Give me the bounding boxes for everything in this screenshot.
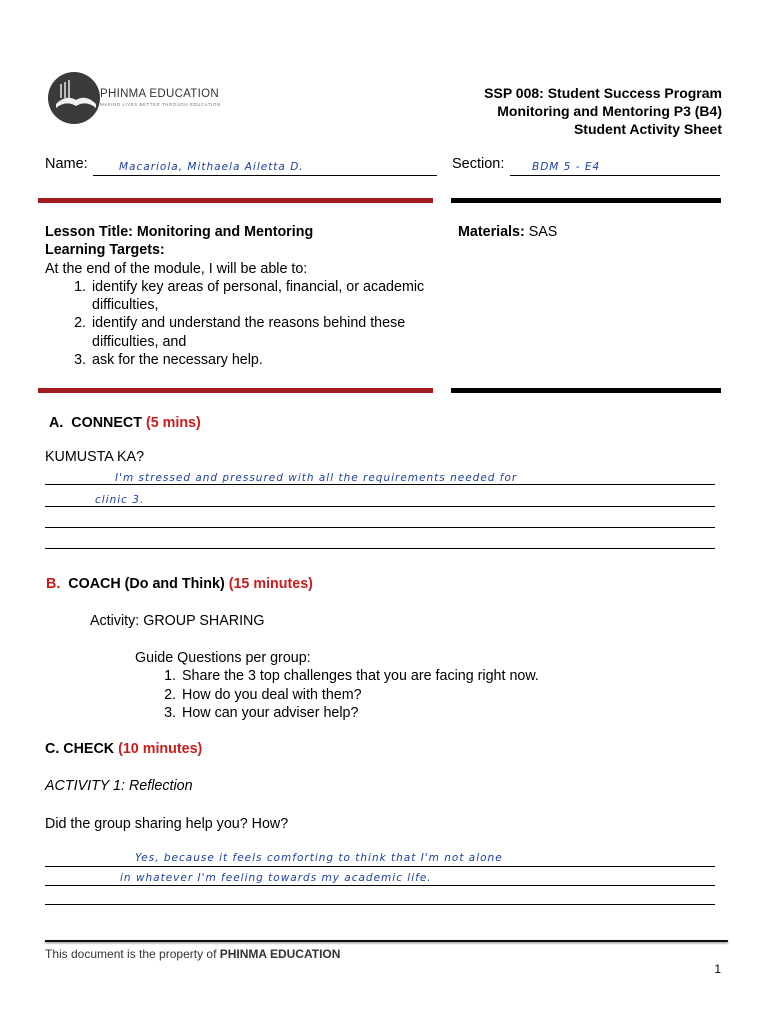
section-b-letter: B.: [46, 576, 61, 592]
activity-label: Activity: GROUP SHARING: [90, 613, 265, 629]
logo-emblem-icon: [46, 70, 106, 126]
list-item: 2. How do you deal with them?: [180, 686, 615, 704]
section-a-title: CONNECT: [71, 415, 142, 431]
learning-intro: At the end of the module, I will be able to:: [45, 260, 308, 277]
handwritten-answer-a-1: I'm stressed and pressured with all the requirements needed for: [115, 472, 518, 484]
section-c-time: (10 minutes): [118, 741, 203, 757]
logo-tagline: MAKING LIVES BETTER THROUGH EDUCATION: [100, 102, 221, 107]
sheet-title: Student Activity Sheet: [573, 121, 722, 137]
guide-questions-label: Guide Questions per group:: [135, 650, 311, 666]
lesson-block: [45, 223, 440, 369]
answer-line[interactable]: [45, 506, 715, 507]
logo-name: PHINMA EDUCATION: [100, 88, 219, 100]
course-title: SSP 008: Student Success Program: [484, 85, 722, 101]
list-item: 2. identify and understand the reasons behind these difficulties, and: [90, 314, 440, 351]
learning-targets-label: Learning Targets:: [45, 242, 165, 259]
materials: [458, 223, 557, 241]
list-item: 3. ask for the necessary help.: [90, 351, 440, 369]
name-label: Name:: [45, 156, 88, 172]
materials-label: Materials:: [458, 224, 525, 240]
footer-prefix: This document is the property of: [45, 947, 220, 961]
section-c-heading: [45, 740, 202, 758]
list-item: 3. How can your adviser help?: [180, 704, 615, 722]
section-field[interactable]: [510, 157, 720, 176]
learning-targets-list: [45, 278, 440, 369]
section-b-title: COACH (Do and Think): [68, 576, 225, 592]
answer-line[interactable]: [45, 866, 715, 867]
handwritten-answer-c-2: in whatever I'm feeling towards my academic life.: [120, 872, 432, 884]
section-a-time: (5 mins): [145, 415, 201, 431]
answer-line[interactable]: [45, 548, 715, 549]
page-number: 1: [714, 962, 721, 976]
section-b-heading: [46, 575, 313, 593]
answer-line[interactable]: [45, 484, 715, 485]
section-a-heading: [49, 414, 201, 432]
section-a-letter: A.: [49, 415, 64, 431]
section-c-title: C. CHECK: [45, 741, 115, 757]
materials-value: SAS: [528, 224, 558, 240]
reflection-prompt: Did the group sharing help you? How?: [45, 816, 289, 832]
list-item: 1. Share the 3 top challenges that you are facing right now.: [180, 667, 615, 685]
divider-black-top: [451, 198, 721, 203]
footer-rule: [45, 940, 728, 942]
kumusta-prompt: KUMUSTA KA?: [45, 449, 145, 465]
divider-red-top: [38, 198, 433, 203]
name-field[interactable]: [93, 157, 437, 176]
divider-red-bottom: [38, 388, 433, 393]
guide-questions-list: [135, 667, 615, 722]
reflection-activity: ACTIVITY 1: Reflection: [45, 778, 193, 794]
footer-note: [45, 947, 340, 961]
section-b-time: (15 minutes): [228, 576, 313, 592]
guide-block: [135, 649, 615, 722]
name-value: Macariola, Mithaela Ailetta D.: [119, 161, 304, 173]
answer-line[interactable]: [45, 904, 715, 905]
handwritten-answer-a-2: clinic 3.: [95, 494, 145, 506]
section-label: Section:: [452, 156, 505, 172]
section-value: BDM 5 - E4: [532, 161, 601, 173]
footer-owner: PHINMA EDUCATION: [219, 947, 341, 961]
module-title: Monitoring and Mentoring P3 (B4): [497, 103, 722, 119]
lesson-title: Lesson Title: Monitoring and Mentoring: [45, 224, 314, 240]
list-item: 1. identify key areas of personal, financial, or academic difficulties,: [90, 278, 440, 315]
answer-line[interactable]: [45, 527, 715, 528]
handwritten-answer-c-1: Yes, because it feels comforting to think that I'm not alone: [135, 852, 503, 864]
answer-line[interactable]: [45, 885, 715, 886]
divider-black-bottom: [451, 388, 721, 393]
